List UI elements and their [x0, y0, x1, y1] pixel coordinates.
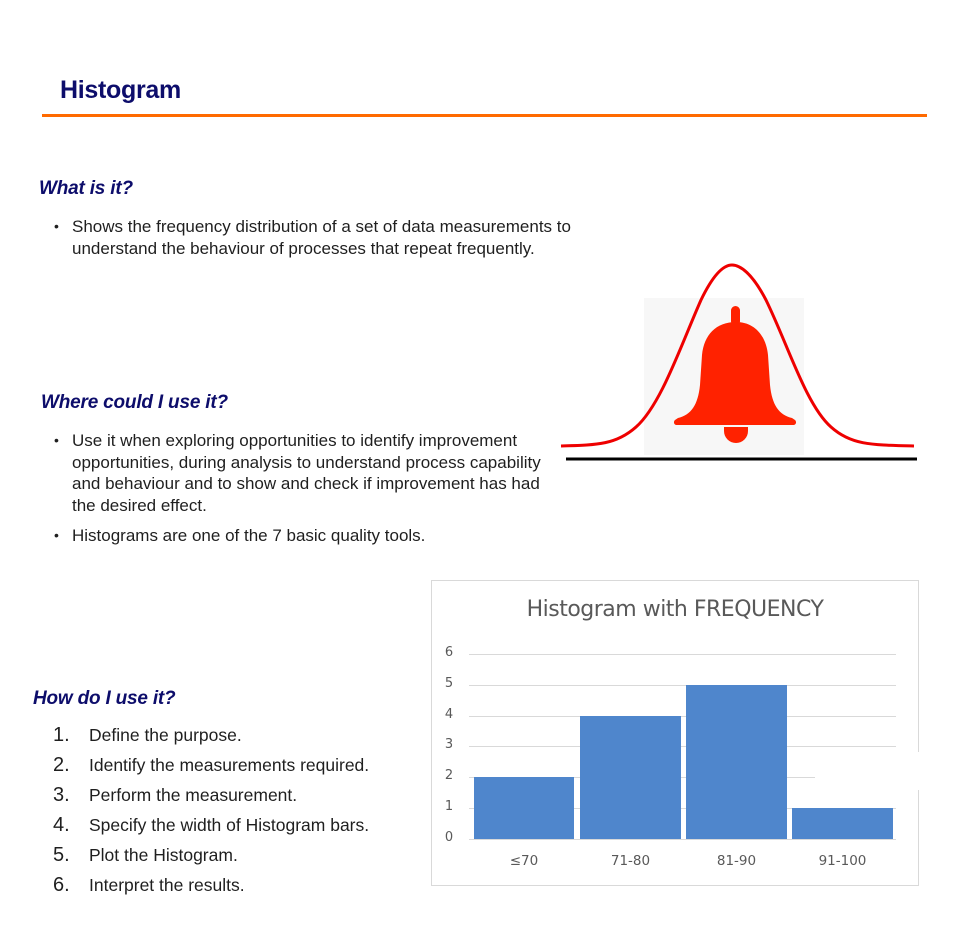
step-item: 4. Specify the width of Histogram bars.	[53, 814, 370, 836]
bullet-dot-icon: •	[54, 527, 59, 543]
heading-where-could-i-use-it: Where could I use it?	[41, 392, 228, 413]
step-item: 3. Perform the measurement.	[53, 784, 298, 806]
step-item: 6. Interpret the results.	[53, 874, 245, 896]
step-item: 2. Identify the measurements required.	[53, 754, 370, 776]
x-tick: 71-80	[610, 853, 651, 869]
step-item: 1. Define the purpose.	[53, 724, 242, 746]
steps-list	[53, 720, 413, 900]
x-tick: 81-90	[716, 853, 757, 869]
y-tick: 5	[444, 676, 454, 691]
what-bullet: • Shows the frequency distribution of a set of data measurements to understand the behaviour of processes that repeat frequently.	[54, 217, 571, 258]
gridline-3	[469, 746, 896, 747]
y-tick: 3	[444, 737, 454, 752]
heading-how-do-i-use-it: How do I use it?	[33, 688, 176, 709]
heading-what-is-it: What is it?	[39, 178, 133, 199]
bell-curve-illustration	[556, 255, 926, 470]
where-bullet: • Histograms are one of the 7 basic quality tools.	[54, 526, 426, 545]
y-tick: 6	[444, 645, 454, 660]
bullet-dot-icon: •	[54, 432, 59, 448]
step-item: 5. Plot the Histogram.	[53, 844, 238, 866]
y-tick: 1	[444, 799, 454, 814]
bullet-dot-icon: •	[54, 218, 59, 234]
y-tick: 4	[444, 707, 454, 722]
histogram-chart	[431, 580, 919, 886]
where-bullet: • Use it when exploring opportunities to identify improvement opportunities, during analysis to understand process capability and behaviour and to show and check if improvement has had the desired effect.	[54, 431, 541, 515]
gridline-5	[469, 685, 896, 686]
gridline-0	[469, 839, 896, 840]
bar-91-100	[792, 808, 893, 839]
what-bullet-list	[40, 216, 640, 268]
y-tick: 0	[444, 830, 454, 845]
title-divider	[42, 114, 927, 117]
bar-le70	[474, 777, 574, 839]
where-bullet-list	[40, 430, 565, 556]
gridline-6	[469, 654, 896, 655]
gridline-4	[469, 716, 896, 717]
bar-81-90	[686, 685, 787, 839]
x-tick: ≤70	[509, 853, 539, 869]
chart-title: Histogram with FREQUENCY	[526, 597, 824, 622]
chart-border-gap	[916, 752, 920, 790]
page-title: Histogram	[60, 76, 181, 104]
y-tick: 2	[444, 768, 454, 783]
bar-71-80	[580, 716, 681, 839]
x-tick: 91-100	[818, 853, 867, 869]
